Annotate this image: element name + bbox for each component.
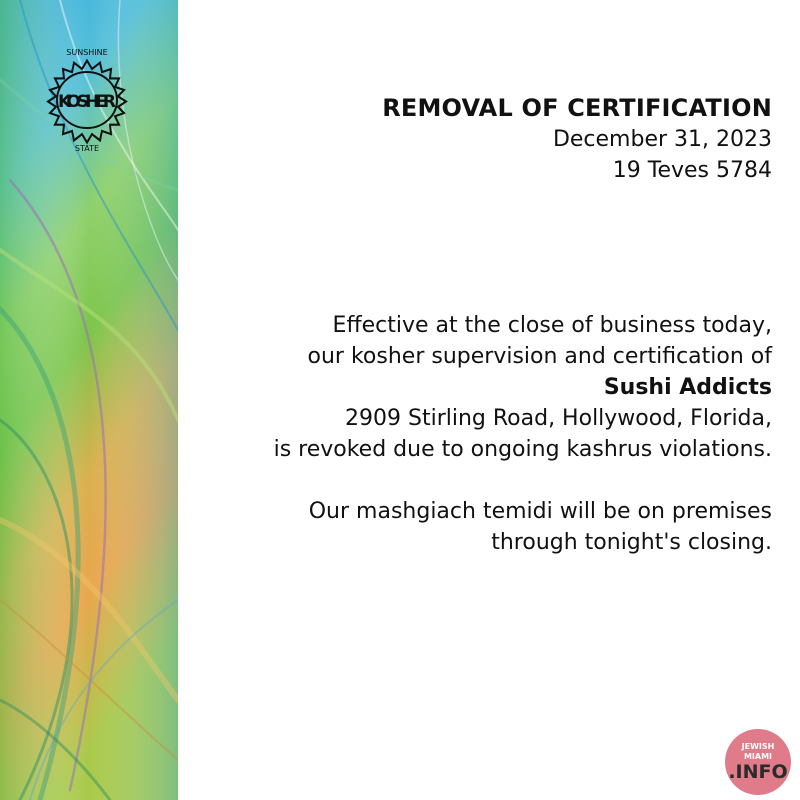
watermark-line-2: MIAMI	[743, 752, 773, 761]
logo-top-text: SUNSHINE	[66, 48, 108, 57]
logo-center-text: KOSHER	[58, 92, 116, 112]
notice-footer	[212, 496, 772, 558]
establishment-address: 2909 Stirling Road, Hollywood, Florida,	[345, 406, 772, 431]
hebrew-date: 19 Teves 5784	[612, 158, 772, 183]
notice-title: REMOVAL OF CERTIFICATION	[382, 94, 772, 122]
body-line: our kosher supervision and certification of	[307, 344, 772, 369]
body-line: is revoked due to ongoing kashrus violations.	[273, 437, 772, 462]
watermark-line-1: JEWISH	[741, 742, 775, 751]
establishment-name: Sushi Addicts	[603, 375, 772, 400]
notice-body	[212, 310, 772, 465]
kosher-certification-logo	[22, 44, 152, 154]
logo-bottom-text: STATE	[74, 144, 100, 153]
footer-line: Our mashgiach temidi will be on premises	[308, 499, 772, 524]
gregorian-date: December 31, 2023	[552, 127, 772, 152]
sunshine-state-seal-icon	[22, 44, 152, 154]
body-line: Effective at the close of business today,	[332, 313, 772, 338]
spacer	[212, 465, 772, 496]
certification-notice	[212, 92, 772, 558]
watermark-line-3: .INFO	[728, 761, 788, 783]
notice-header	[212, 92, 772, 186]
jewish-miami-watermark	[725, 729, 791, 795]
decorative-color-band	[0, 0, 178, 800]
footer-line: through tonight's closing.	[491, 530, 772, 555]
